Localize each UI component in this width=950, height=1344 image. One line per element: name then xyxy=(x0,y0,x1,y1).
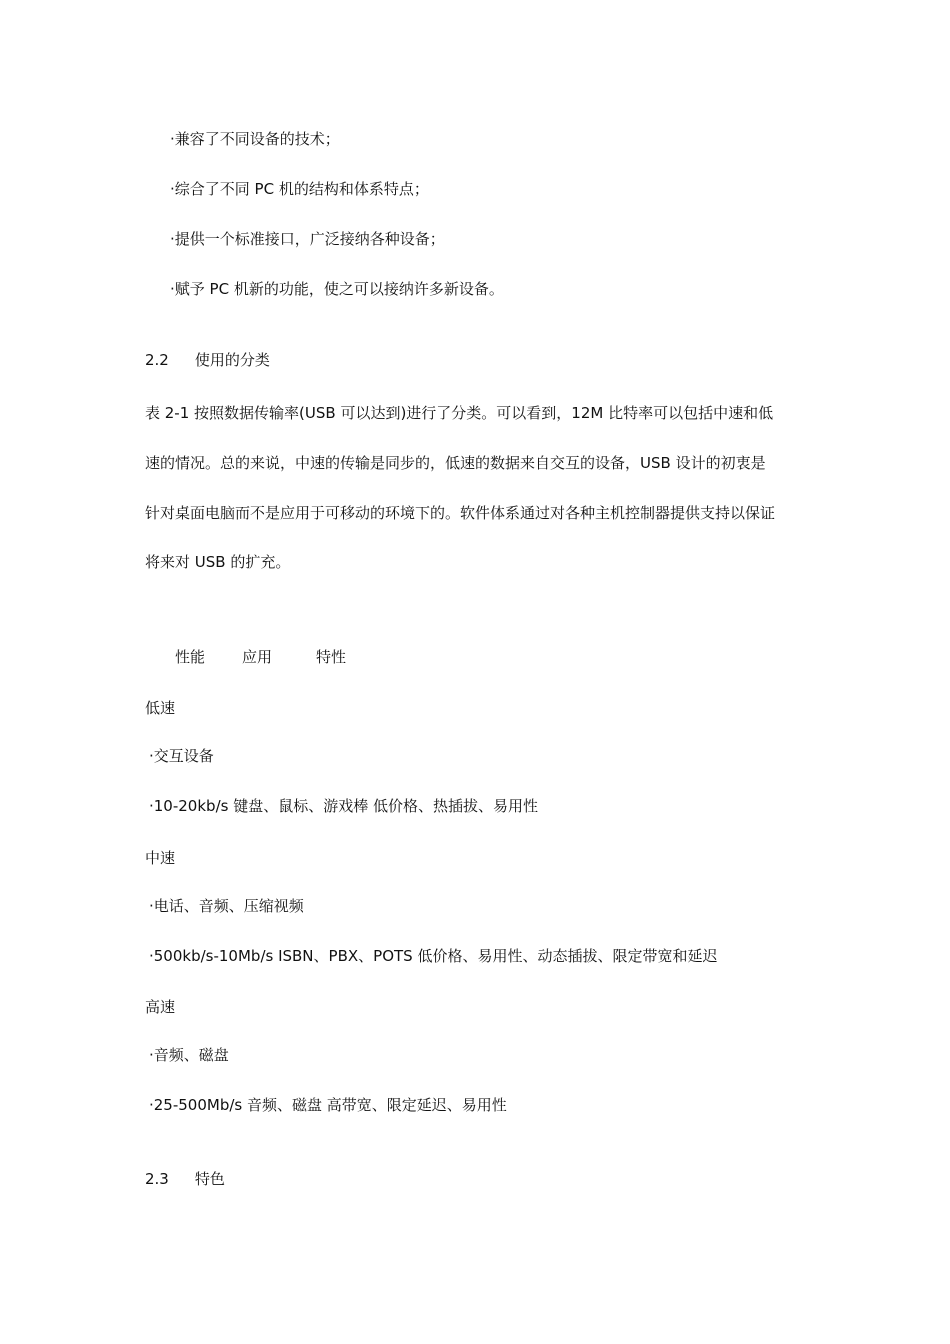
section-title: 使用的分类 xyxy=(194,351,270,369)
table-row: ·25-500Mb/s 音频、磁盘 高带宽、限定延迟、易用性 xyxy=(149,1096,507,1114)
section-title: 特色 xyxy=(194,1170,225,1188)
bullet-item: ·赋予 PC 机新的功能，使之可以接纳许多新设备。 xyxy=(170,280,504,298)
paragraph-line: 速的情况。总的来说，中速的传输是同步的，低速的数据来自交互的设备，USB 设计的初衷是 xyxy=(145,454,766,472)
bullet-item: ·综合了不同 PC 机的结构和体系特点； xyxy=(170,180,429,198)
table-header-performance: 性能 xyxy=(175,648,206,666)
section-number: 2.2 xyxy=(145,351,169,369)
paragraph-line: 表 2-1 按照数据传输率(USB 可以达到)进行了分类。可以看到，12M 比特率可以包括中速和低 xyxy=(145,404,774,422)
table-row: ·交互设备 xyxy=(149,747,214,765)
section-number: 2.3 xyxy=(145,1170,169,1188)
bullet-item: ·兼容了不同设备的技术； xyxy=(170,130,340,148)
table-header-application: 应用 xyxy=(242,648,273,666)
table-header-feature: 特性 xyxy=(316,648,347,666)
table-group-label: 中速 xyxy=(145,849,176,867)
table-row: ·音频、磁盘 xyxy=(149,1046,229,1064)
bullet-item: ·提供一个标准接口，广泛接纳各种设备； xyxy=(170,230,445,248)
table-group-label: 低速 xyxy=(145,699,176,717)
section-heading-2-3 xyxy=(145,1169,225,1189)
paragraph-line: 针对桌面电脑而不是应用于可移动的环境下的。软件体系通过对各种主机控制器提供支持以保证 xyxy=(145,504,776,522)
table-row: ·500kb/s-10Mb/s ISBN、PBX、POTS 低价格、易用性、动态插拔、限定带宽和延迟 xyxy=(149,947,718,965)
paragraph-line: 将来对 USB 的扩充。 xyxy=(145,553,291,571)
table-row: ·电话、音频、压缩视频 xyxy=(149,897,304,915)
table-group-label: 高速 xyxy=(145,998,176,1016)
table-row: ·10-20kb/s 键盘、鼠标、游戏棒 低价格、热插拔、易用性 xyxy=(149,797,538,815)
section-heading-2-2 xyxy=(145,350,270,370)
